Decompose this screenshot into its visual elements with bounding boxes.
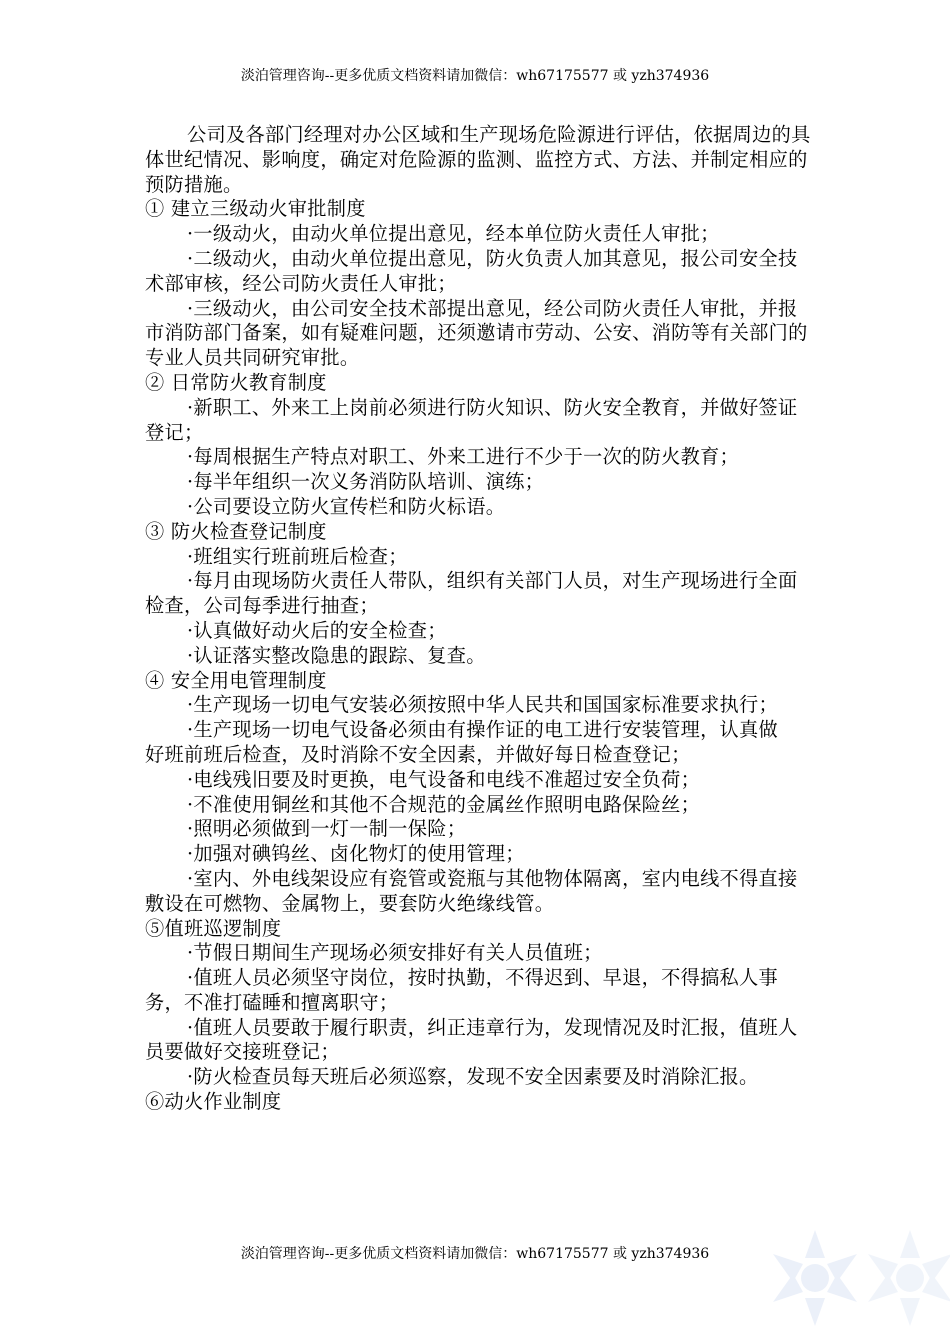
- section-heading: ① 建立三级动火审批制度: [145, 197, 366, 221]
- paragraph: ·节假日期间生产现场必须安排好有关人员值班；: [187, 941, 603, 965]
- section-heading: ③ 防火检查登记制度: [145, 519, 327, 543]
- paragraph: ·三级动火，由公司安全技术部提出意见，经公司防火责任人审批，并报市消防部门备案，如有疑难问题，还须邀请市劳动、公安、消防等有关部门的专业人员共同研究审批。: [145, 296, 808, 370]
- paragraph: ·不准使用铜丝和其他不合规范的金属丝作照明电路保险丝；: [187, 792, 701, 816]
- paragraph: ·班组实行班前班后检查；: [187, 544, 408, 568]
- paragraph: ·加强对碘钨丝、卤化物灯的使用管理；: [187, 842, 525, 866]
- paragraph: ·认真做好动火后的安全检查；: [187, 618, 447, 642]
- section-heading: ⑤值班巡逻制度: [145, 916, 282, 940]
- section-heading: ② 日常防火教育制度: [145, 370, 327, 394]
- paragraph: ·新职工、外来工上岗前必须进行防火知识、防火安全教育，并做好签证登记；: [145, 395, 798, 444]
- page-header: 淡泊管理咨询--更多优质文档资料请加微信：wh67175577 或 yzh374936: [240, 68, 710, 84]
- paragraph: ·生产现场一切电气设备必须由有操作证的电工进行安装管理，认真做: [187, 718, 779, 742]
- paragraph: ·室内、外电线架设应有瓷管或瓷瓶与其他物体隔离，室内电线不得直接敷设在可燃物、金属物上，要套防火绝缘线管。: [145, 866, 798, 915]
- paragraph: 好班前班后检查，及时消除不安全因素，并做好每日检查登记；: [145, 742, 691, 766]
- paragraph: ·一级动火，由动火单位提出意见，经本单位防火责任人审批；: [187, 222, 720, 246]
- paragraph: ·生产现场一切电气安装必须按照中华人民共和国国家标准要求执行；: [187, 693, 779, 717]
- paragraph: ·二级动火，由动火单位提出意见，防火负责人加其意见，报公司安全技术部审核，经公司防火责任人审批；: [145, 246, 798, 295]
- page-footer: 淡泊管理咨询--更多优质文档资料请加微信：wh67175577 或 yzh374936: [240, 1246, 710, 1262]
- paragraph: ·每月由现场防火责任人带队，组织有关部门人员，对生产现场进行全面检查，公司每季进行抽查；: [145, 569, 798, 618]
- section-heading: ⑥动火作业制度: [145, 1090, 282, 1114]
- paragraph: ·照明必须做到一灯一制一保险；: [187, 817, 467, 841]
- paragraph: ·公司要设立防火宣传栏和防火标语。: [187, 494, 506, 518]
- section-heading: ④ 安全用电管理制度: [145, 668, 327, 692]
- document-body: [145, 123, 815, 1115]
- snowflake-watermark-icon: [765, 1218, 950, 1344]
- paragraph: 公司及各部门经理对办公区域和生产现场危险源进行评估，依据周边的具体世纪情况、影响度，确定对危险源的监测、监控方式、方法、并制定相应的预防措施。: [145, 123, 811, 196]
- paragraph: ·电线残旧要及时更换，电气设备和电线不准超过安全负荷；: [187, 767, 701, 791]
- paragraph: ·防火检查员每天班后必须巡察，发现不安全因素要及时消除汇报。: [187, 1065, 759, 1089]
- paragraph: ·认证落实整改隐患的跟踪、复查。: [187, 643, 486, 667]
- paragraph: ·每周根据生产特点对职工、外来工进行不少于一次的防火教育；: [187, 445, 740, 469]
- paragraph: ·每半年组织一次义务消防队培训、演练；: [187, 470, 545, 494]
- paragraph: ·值班人员必须坚守岗位，按时执勤，不得迟到、早退，不得搞私人事务，不准打磕睡和擅离职守；: [145, 966, 779, 1014]
- paragraph: ·值班人员要敢于履行职责，纠正违章行为，发现情况及时汇报，值班人员要做好交接班登记；: [145, 1015, 798, 1064]
